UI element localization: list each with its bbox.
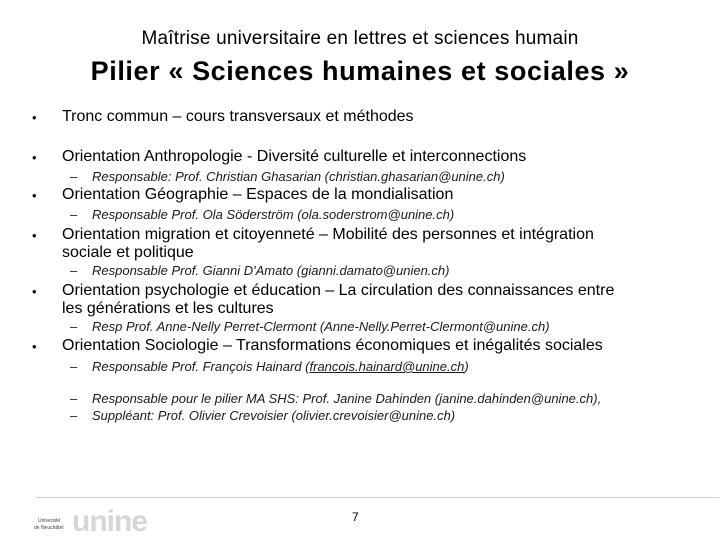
email-link-hainard[interactable]: francois.hainard@unine.ch — [309, 359, 465, 374]
dash-icon: – — [70, 319, 78, 334]
list-item-geographie: Orientation Géographie – Espaces de la mondialisation — [62, 186, 454, 203]
list-item-migration — [62, 226, 682, 262]
responsable-sociologie-suffix: ) — [464, 359, 469, 374]
list-item-migration-line2: sociale et politique — [62, 244, 194, 261]
dash-icon: – — [70, 391, 78, 406]
logo-small-line1: Université — [38, 518, 61, 524]
list-item-tronc-commun: Tronc commun – cours transversaux et méthodes — [62, 108, 414, 125]
slide-subtitle: Maîtrise universitaire en lettres et sciences humain — [141, 28, 579, 49]
bullet-icon: • — [32, 150, 37, 165]
list-item-psychologie-line1: Orientation psychologie et éducation – La circulation des connaissances entre — [62, 282, 615, 299]
responsable-psychologie: Resp Prof. Anne-Nelly Perret-Clermont (Anne-Nelly.Perret-Clermont@unine.ch) — [92, 319, 550, 334]
page-number: 7 — [352, 510, 359, 524]
logo-small-line2: de Neuchâtel — [34, 525, 64, 531]
list-item-anthropologie: Orientation Anthropologie - Diversité culturelle et interconnections — [62, 148, 527, 165]
dash-icon: – — [70, 263, 78, 278]
sub-item-sociologie — [70, 359, 469, 374]
bullet-icon: • — [32, 110, 37, 125]
sub-item-migration — [70, 263, 449, 278]
responsable-anthropologie: Responsable: Prof. Christian Ghasarian (christian.ghasarian@unine.ch) — [92, 169, 505, 184]
dash-icon: – — [70, 408, 78, 423]
responsable-sociologie-prefix: Responsable Prof. François Hainard ( — [92, 359, 310, 374]
list-item-psychologie-line2: les générations et les cultures — [62, 300, 274, 317]
sub-item-anthropologie — [70, 169, 505, 184]
pillar-head-note — [70, 391, 601, 406]
responsable-migration: Responsable Prof. Gianni D'Amato (gianni.damato@unien.ch) — [92, 263, 450, 278]
logo-text: unine — [72, 505, 147, 538]
list-item-sociologie: Orientation Sociologie – Transformations économiques et inégalités sociales — [62, 337, 603, 354]
slide-title: Pilier « Sciences humaines et sociales » — [90, 56, 630, 86]
responsable-geographie: Responsable Prof. Ola Söderström (ola.soderstrom@unine.ch) — [92, 207, 455, 222]
dash-icon: – — [70, 207, 78, 222]
unine-logo — [30, 500, 190, 540]
bullet-icon: • — [32, 339, 37, 354]
list-item-migration-line1: Orientation migration et citoyenneté – Mobilité des personnes et intégration — [62, 226, 594, 243]
pillar-head-text: Responsable pour le pilier MA SHS: Prof. Janine Dahinden (janine.dahinden@unine.ch), — [92, 391, 602, 406]
bullet-icon: • — [32, 284, 37, 299]
dash-icon: – — [70, 359, 78, 374]
bullet-icon: • — [32, 228, 37, 243]
deputy-note — [70, 408, 455, 423]
sub-item-geographie — [70, 207, 454, 222]
list-item-psychologie — [62, 282, 682, 318]
bullet-icon: • — [32, 188, 37, 203]
dash-icon: – — [70, 169, 78, 184]
footer-divider — [36, 497, 719, 498]
deputy-text: Suppléant: Prof. Olivier Crevoisier (olivier.crevoisier@unine.ch) — [92, 408, 456, 423]
sub-item-psychologie — [70, 319, 550, 334]
